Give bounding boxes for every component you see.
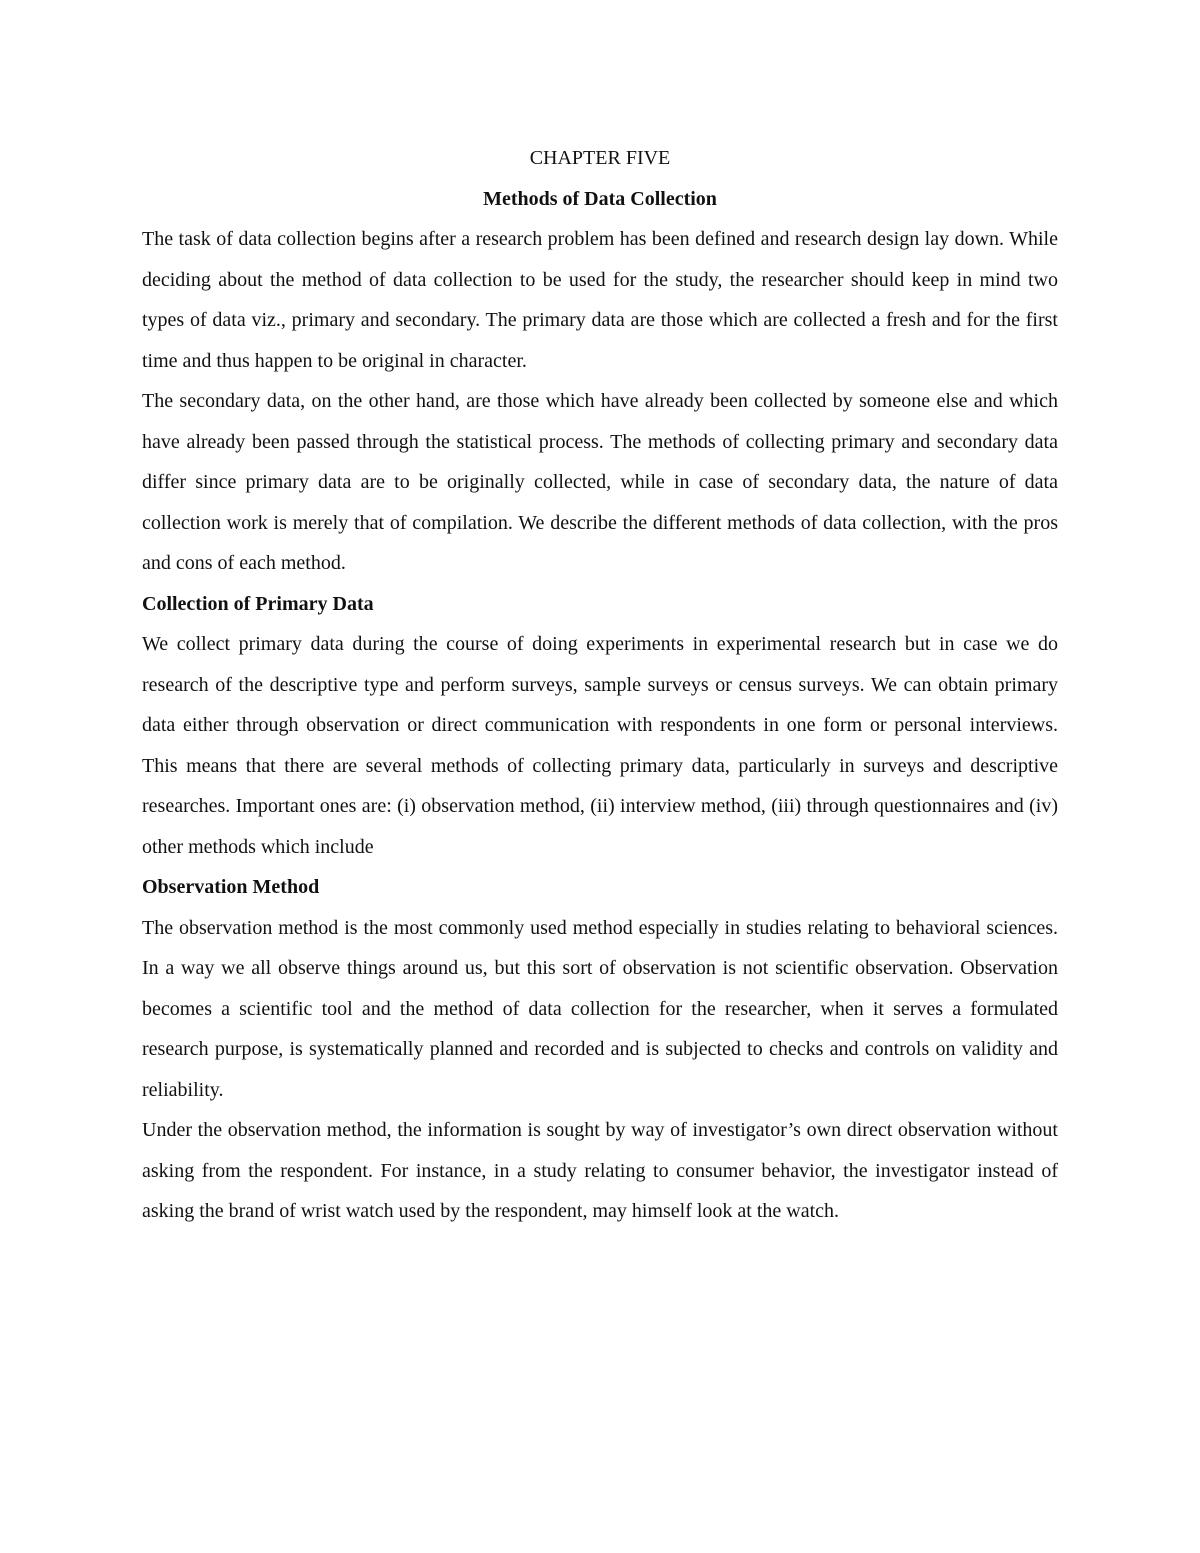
section-paragraph: Under the observation method, the information is sought by way of investigator’s own direct observation without asking from the respondent. For instance, in a study relating to consumer behavior, the investigator instead of asking the brand of wrist watch used by the respondent, may himself look at the watch.: [142, 1119, 1058, 1222]
chapter-label: CHAPTER FIVE: [529, 147, 671, 169]
intro-paragraph: The task of data collection begins after a research problem has been defined and research design lay down. While deciding about the method of data collection to be used for the study, the researcher should keep in mind two types of data viz., primary and secondary. The primary data are those which are collected a fresh and for the first time and thus happen to be original in character.: [142, 228, 1058, 372]
intro-paragraph: The secondary data, on the other hand, are those which have already been collected by someone else and which have already been passed through the statistical process. The methods of collecting primary and secondary data differ since primary data are to be originally collected, while in case of secondary data, the nature of data collection work is merely that of compilation. We describe the different methods of data collection, with the pros and cons of each method.: [142, 390, 1058, 574]
section-paragraph: We collect primary data during the course of doing experiments in experimental research but in case we do research of the descriptive type and perform surveys, sample surveys or census surveys. We can obtain primary data either through observation or direct communication with respondents in one form or personal interviews. This means that there are several methods of collecting primary data, particularly in surveys and descriptive researches. Important ones are: (i) observation method, (ii) interview method, (iii) through questionnaires and (iv) other methods which include: [142, 633, 1058, 858]
chapter-title: Methods of Data Collection: [483, 187, 717, 210]
section-paragraph: The observation method is the most commonly used method especially in studies relating to behavioral sciences. In a way we all observe things around us, but this sort of observation is not scientific observation. Observation becomes a scientific tool and the method of data collection for the researcher, when it serves a formulated research purpose, is systematically planned and recorded and is subjected to checks and controls on validity and reliability.: [142, 916, 1058, 1101]
document-page: [142, 138, 1058, 1232]
section-heading-primary-data: Collection of Primary Data: [142, 592, 374, 615]
section-heading-observation-method: Observation Method: [142, 876, 320, 898]
